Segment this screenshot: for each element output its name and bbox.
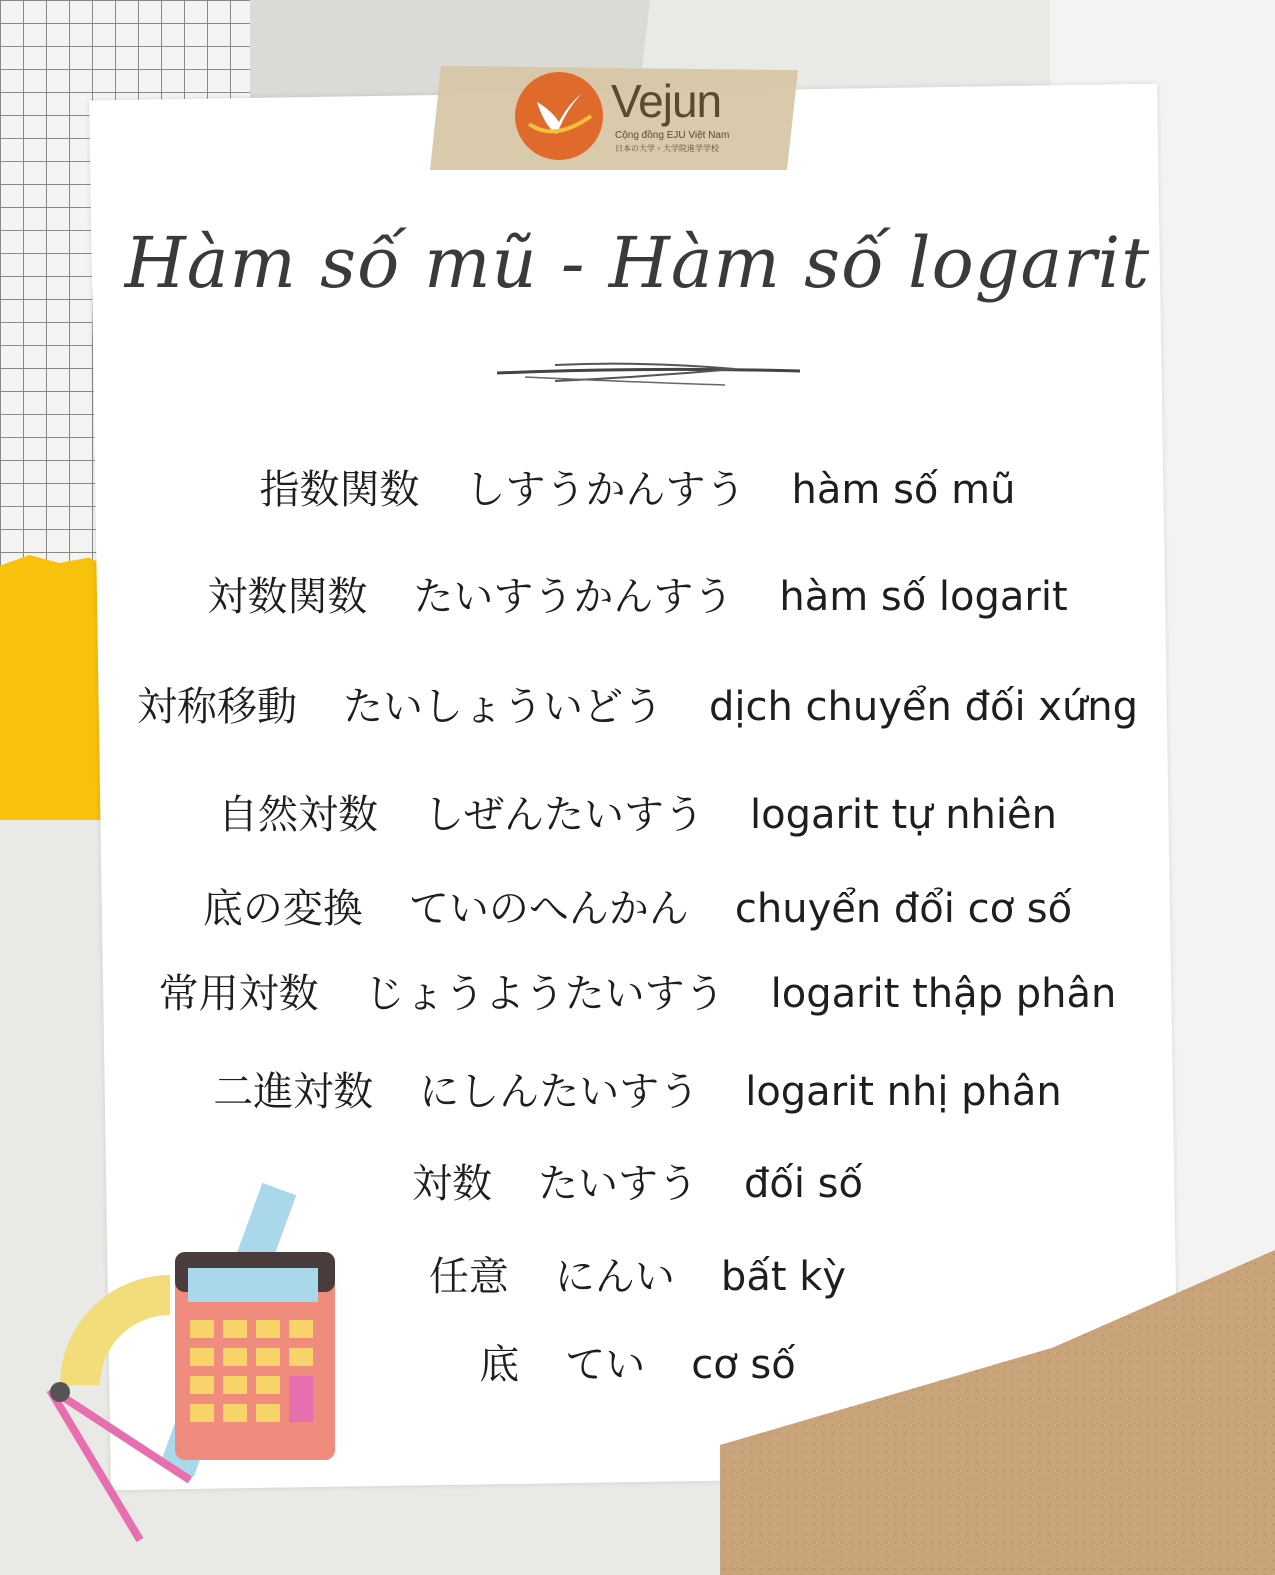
vocab-row: [0, 675, 1275, 732]
logo-subtitle: Cộng đồng EJU Việt Nam: [615, 130, 730, 141]
vocab-kanji: 対数: [411, 1161, 492, 1207]
vocab-vietnamese: hàm số logarit: [779, 574, 1068, 620]
vocab-vietnamese: cơ số: [691, 1342, 796, 1388]
vocab-kana: にんい: [554, 1254, 675, 1300]
vocab-vietnamese: logarit thập phân: [770, 971, 1117, 1017]
vocab-kana: たいすうかんすう: [413, 574, 734, 620]
vocab-row: [0, 565, 1275, 622]
vocab-kana: しぜんたいすう: [424, 792, 704, 838]
vocab-vietnamese: logarit tự nhiên: [750, 792, 1057, 838]
stationery-illustration: [20, 1180, 360, 1560]
vocab-row: [0, 1060, 1275, 1117]
vocab-vietnamese: hàm số mũ: [791, 467, 1016, 513]
vocab-kanji: 二進対数: [213, 1069, 374, 1115]
vocab-vietnamese: đối số: [743, 1161, 863, 1207]
vejun-logo: [515, 72, 755, 160]
vocab-row: [0, 783, 1275, 840]
vocab-row: [0, 962, 1275, 1019]
vocab-kanji: 自然対数: [218, 792, 378, 838]
vocab-kanji: 対称移動: [136, 684, 297, 730]
vocab-row: [0, 458, 1275, 515]
vocab-kana: ていのへんかん: [408, 886, 689, 932]
vocab-vietnamese: chuyển đổi cơ số: [734, 886, 1073, 932]
vocab-kana: てい: [565, 1342, 646, 1388]
vocab-kanji: 指数関数: [259, 467, 420, 513]
vocab-vietnamese: logarit nhị phân: [745, 1069, 1062, 1115]
vocab-kanji: 対数関数: [207, 574, 368, 620]
vocab-vietnamese: bất kỳ: [720, 1254, 847, 1300]
vocab-kana: たいすう: [537, 1161, 698, 1207]
vocab-kanji: 任意: [428, 1254, 509, 1300]
vocab-kana: たいしょういどう: [342, 684, 663, 730]
calculator-icon: [175, 1252, 335, 1460]
vocab-kanji: 底: [479, 1342, 520, 1388]
page-title: Hàm số mũ - Hàm số logarit: [124, 222, 1151, 304]
vocab-kanji: 常用対数: [158, 971, 319, 1017]
divider-scribble: [495, 355, 805, 395]
logo-subtitle-japanese: 日本の大学・大学院進学学校: [615, 144, 719, 153]
vocab-row: [0, 877, 1275, 934]
logo-name: Vejun: [611, 75, 722, 127]
vocab-kana: にしんたいすう: [419, 1069, 700, 1115]
vocab-kanji: 底の変換: [202, 886, 363, 932]
vocab-kana: じょうようたいすう: [364, 971, 725, 1017]
vocab-vietnamese: dịch chuyển đối xứng: [708, 684, 1139, 730]
protractor-icon: [60, 1275, 170, 1385]
vocab-kana: しすうかんすう: [465, 467, 746, 513]
logo-emblem-icon: [515, 72, 603, 160]
